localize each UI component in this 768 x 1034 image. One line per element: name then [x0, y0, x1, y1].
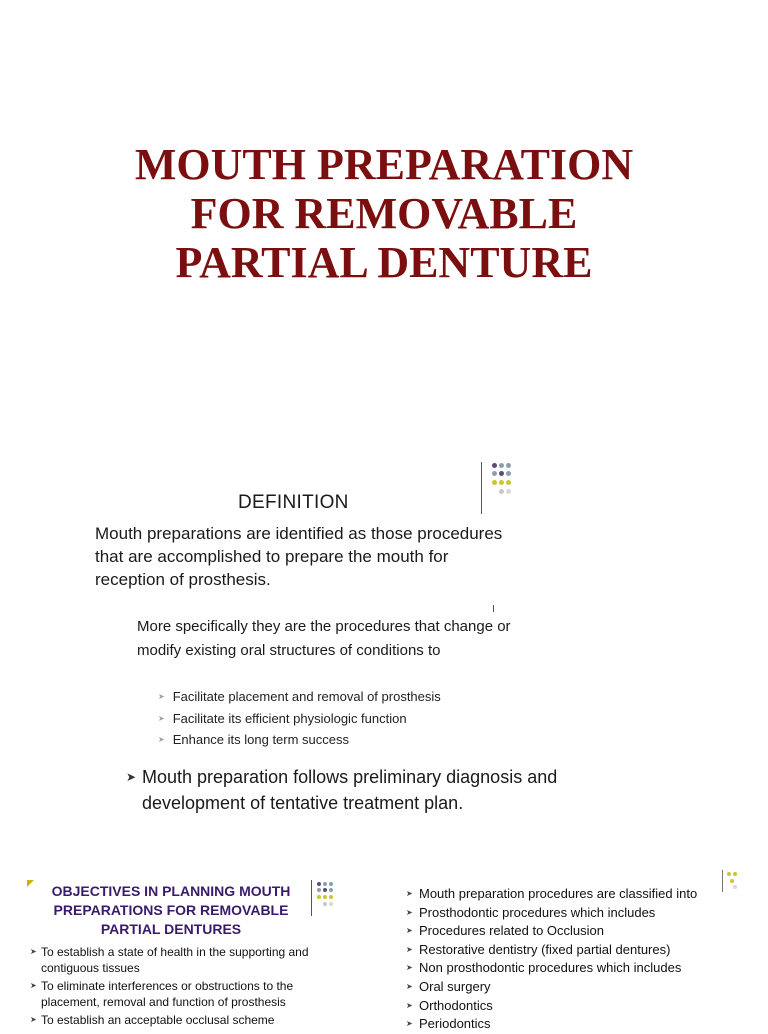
list-item: ➤ Enhance its long term success [158, 732, 350, 747]
list-item: ➤ Periodontics [406, 1015, 736, 1034]
arrowhead-bullet-icon: ➤ [406, 981, 413, 991]
divider-line [481, 462, 482, 514]
list-item: ➤ Facilitate placement and removal of prosthesis [158, 689, 441, 704]
arrowhead-bullet-icon: ➤ [126, 770, 137, 784]
list-item: ➤ Procedures related to Occlusion [406, 922, 736, 941]
list-item: ➤ Facilitate its efficient physiologic function [158, 710, 407, 726]
list-item: ➤ Oral surgery [406, 978, 736, 997]
arrowhead-bullet-icon: ➤ [158, 735, 165, 744]
list-item: ➤ Orthodontics [406, 997, 736, 1016]
definition-sub-list [158, 686, 441, 751]
arrowhead-bullet-icon: ➤ [406, 907, 413, 917]
arrowhead-bullet-icon: ➤ [30, 1015, 37, 1024]
list-item: ➤ To eliminate interferences or obstructions to the placement, removal and function of prosthesis [30, 979, 294, 1009]
arrowhead-bullet-icon: ➤ [406, 889, 413, 898]
arrowhead-bullet-icon: ➤ [406, 944, 413, 954]
list-item: ➤ To establish a state of health in the supporting and contiguous tissues [30, 945, 309, 975]
list-item: ➤ Restorative dentistry (fixed partial dentures) [406, 941, 736, 960]
arrowhead-bullet-icon: ➤ [158, 713, 165, 723]
definition-more: More specifically they are the procedures that change or modify existing oral structures of conditions to [137, 618, 511, 659]
arrowhead-bullet-icon: ➤ [406, 1019, 413, 1029]
arrowhead-bullet-icon: ➤ [30, 981, 37, 990]
definition-body: Mouth preparations are identified as those procedures that are accomplished to prepare the mouth for reception of prosthesis. [95, 524, 503, 589]
page-title [0, 140, 768, 287]
title-line-3: PARTIAL DENTURE [175, 238, 593, 287]
objectives-heading: OBJECTIVES IN PLANNING MOUTH PREPARATIONS FOR REMOVABLE PARTIAL DENTURES [51, 883, 291, 937]
objectives-list [30, 944, 320, 1030]
arrowhead-bullet-icon: ➤ [406, 926, 413, 936]
arrowhead-bullet-icon: ➤ [406, 963, 413, 973]
list-item: ➤ Non prosthodontic procedures which includes [406, 959, 736, 978]
arrowhead-bullet-icon: ➤ [30, 947, 37, 956]
classification-list [406, 885, 736, 1034]
list-item: ➤ Mouth preparation procedures are classified into [406, 885, 736, 904]
list-item: ➤ To establish an acceptable occlusal scheme [30, 1013, 275, 1027]
arrowhead-bullet-icon: ➤ [406, 1000, 413, 1010]
definition-main-bullet: ➤ Mouth preparation follows preliminary diagnosis and development of tentative treatment plan. [126, 764, 586, 816]
list-item: ➤ Prosthodontic procedures which includes [406, 904, 736, 923]
divider-tick [493, 605, 494, 612]
arrowhead-bullet-icon: ➤ [158, 692, 165, 701]
title-line-1: MOUTH PREPARATION [134, 140, 634, 189]
title-line-2: FOR REMOVABLE [190, 189, 578, 238]
definition-heading: DEFINITION [238, 492, 349, 513]
